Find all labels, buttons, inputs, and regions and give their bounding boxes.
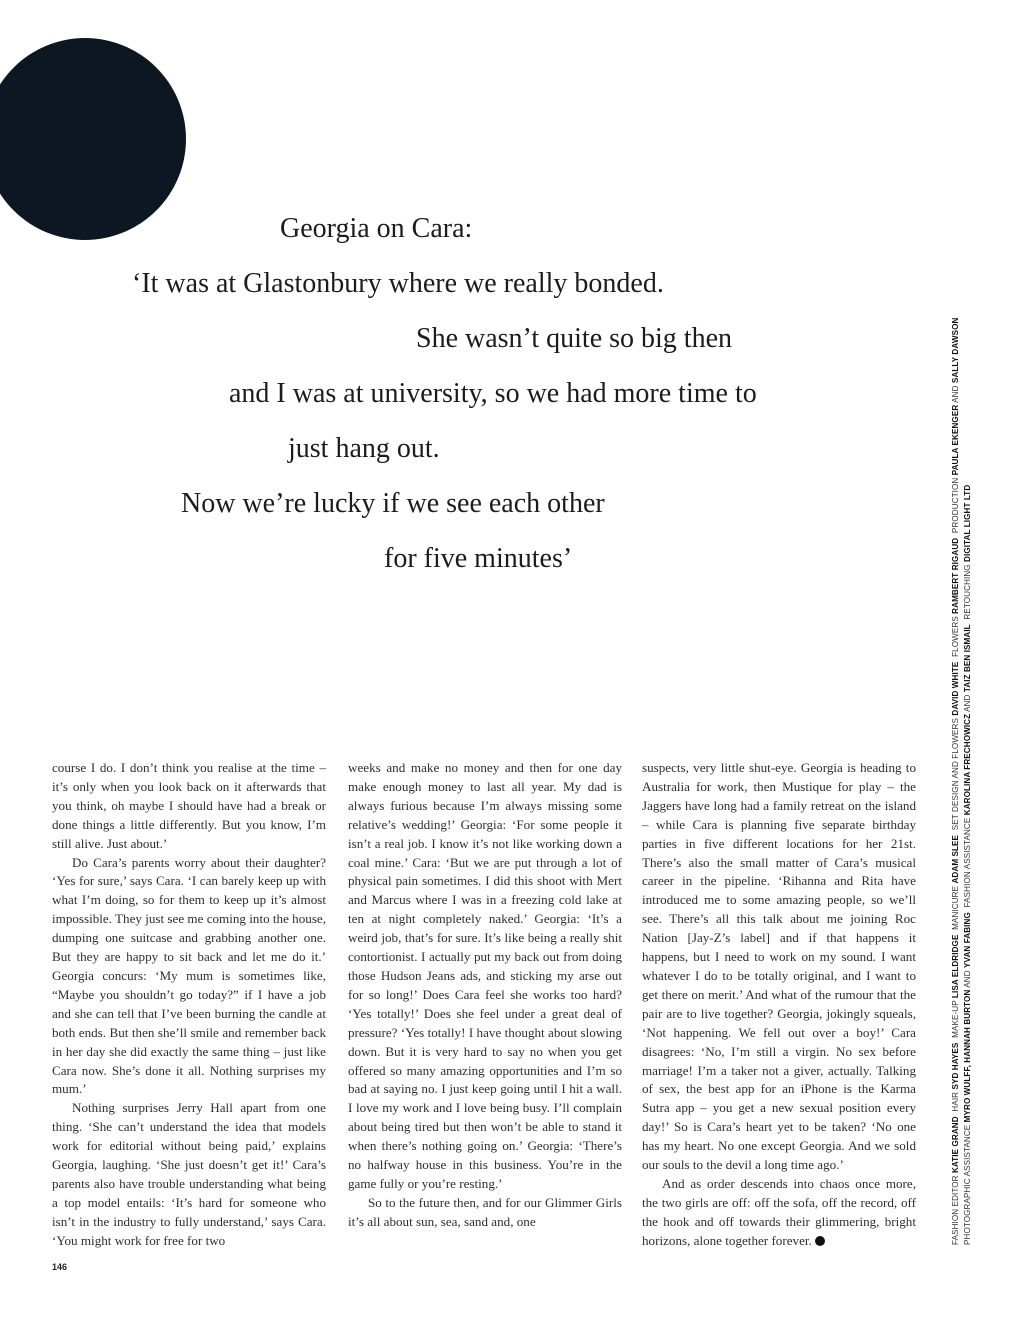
credit-name: SALLY DAWSON [951, 317, 960, 384]
pull-quote-line: Now we’re lucky if we see each other [181, 488, 605, 519]
paragraph: weeks and make no money and then for one day make enough money to last all year. My dad is always furious because I’m always missing some relative’s wedding!’ Georgia: ‘For some people it isn’t a real job. I know it’s not like working down a coal mine.’ Cara: ‘But we are put through a lot of physical pain sometimes. I did this shoot with Mert and Marcus where I was in a freezing cold lake at ten at night completely naked.’ Georgia: ‘It’s a weird job, that’s for sure. It’s like being a really shit contortionist. I actually put my back out from doing those Hudson Jeans ads, and sticking my arse out for so long!’ Does Cara feel she works too hard? ‘Yes totally!’ Does she feel under a great deal of pressure? ‘Yes totally! I have thought about slowing down. But it is very hard to say no when you get offered so many amazing opportunities and I’m so bad at saying no. I just keep going until I hit a wall. I love my work and I love being busy. I’ll complain about being tired but then won’t be able to stand it when there’s nothing going on.’ Georgia: ‘There’s no halfway house in this business. You’re in the game fully or you’re resting.’ [348, 760, 622, 1191]
credit-name: ADAM SLEE [951, 834, 960, 884]
credit-role: RETOUCHING [962, 564, 972, 620]
credits-line-1 [950, 317, 962, 1245]
pull-quote-line: just hang out. [288, 433, 440, 464]
black-circle-graphic [0, 38, 186, 240]
article-body [52, 759, 916, 1259]
credit-role: FASHION EDITOR [951, 1175, 960, 1245]
credit-name: KAROLINA FRECHOWICZ [962, 713, 972, 816]
paragraph: Do Cara’s parents worry about their daughter? ‘Yes for sure,’ says Cara. ‘I can barely keep up with what I’m doing, so for them to keep up it’s almost impossible. They just see me coming into the house, dumping one suitcase and grabbing another one. But they are happy to sit back and let me do it.’ Georgia concurs: ‘My mum is sometimes like, “Maybe you shouldn’t go today?” if I have a job and she can tell that I’ve been burning the candle at both ends. But then she’ll smile and remember back in her day she did exactly the same thing – just like Cara now. She’s done it all. Nothing surprises my mum.’ [52, 854, 326, 1097]
credit-name: MYRO WULFF, HANNAH BURTON [962, 989, 972, 1123]
page-number: 146 [52, 1262, 68, 1272]
credit-role: FASHION ASSISTANCE [962, 817, 972, 908]
credit-name: LISA ELDRIDGE [951, 934, 960, 999]
credit-name: KATIE GRAND [951, 1116, 960, 1174]
paragraph: Nothing surprises Jerry Hall apart from one thing. ‘She can’t understand the idea that models work for editorial without being paid,’ explains Georgia, laughing. ‘She just doesn’t get it!’ Cara’s parents also have trouble understanding what being a top model entails: ‘It’s hard for someone who isn’t in the industry to fully understand,’ says Cara. ‘You might work for free for two [52, 1100, 326, 1248]
credit-role: FLOWERS [951, 616, 960, 657]
credit-name: DIGITAL LIGHT LTD [962, 484, 972, 562]
end-mark-icon [815, 1236, 825, 1246]
credit-name: PAULA EKENGER [951, 404, 960, 476]
credit-role: SET DESIGN AND FLOWERS [951, 717, 960, 831]
credit-role: AND [962, 970, 972, 988]
text-column-1 [52, 759, 326, 1251]
pull-quote-line: ‘It was at Glastonbury where we really bonded. [132, 268, 664, 299]
credit-name: RAMBERT RIGAUD [951, 537, 960, 614]
pull-quote-line: for five minutes’ [384, 543, 573, 574]
credit-name: TAIZ BEN ISMAIL [962, 624, 972, 693]
paragraph: course I do. I don’t think you realise at the time – it’s only when you look back on it afterwards that you think, oh maybe I should have had a break or done things a little differently. But you know, I’m still alive. Just about.’ [52, 760, 326, 851]
paragraph: So to the future then, and for our Glimmer Girls it’s all about sun, sea, sand and, one [348, 1194, 622, 1229]
photo-credits [950, 317, 973, 1245]
credit-name: DAVID WHITE [951, 661, 960, 716]
text-column-2 [348, 759, 622, 1232]
paragraph: suspects, very little shut-eye. Georgia is heading to Australia for work, then Mustique for play – the Jaggers have long had a family retreat on the island – while Cara is planning five separate birthday parties in five different locations for her 21st. There’s also the small matter of Cara’s musical career in the pipeline. ‘Rihanna and Rita have introduced me to some amazing people, so we’ll see. There’s all this talk about me joining Roc Nation [Jay-Z’s label] and if that happens it happens, but I need to work on my sound. I want whatever I do to be totally original, and I want to get there on merit.’ And what of the rumour that the pair are to live together? Georgia, jokingly squeals, ‘Not happening. We fell out over a boy!’ Cara disagrees: ‘No, I’m still a virgin. No sex before marriage! I’m a taker not a giver, actually. Talking of sex, the best app for an iPhone is the Karma Sutra app – you get a new sexual position every day!’ So is Cara’s heart yet to be taken? ‘No one has my heart. No one except Georgia. And we sold our souls to the devil a long time ago.’ [642, 760, 916, 1173]
pull-quote-line: She wasn’t quite so big then [416, 323, 733, 354]
pull-quote-line: and I was at university, so we had more time to [229, 378, 757, 409]
credit-role: PRODUCTION [951, 477, 960, 534]
credit-role: PHOTOGRAPHIC ASSISTANCE [962, 1124, 972, 1245]
credit-role: MANICURE [951, 885, 960, 930]
credit-role: AND [962, 694, 972, 712]
credit-role: HAIR [951, 1091, 960, 1112]
credit-name: SYD HAYES [951, 1042, 960, 1090]
text-column-3 [642, 759, 916, 1251]
pull-quote-line: Georgia on Cara: [280, 213, 473, 244]
credit-role: MAKE-UP [951, 1000, 960, 1038]
paragraph-text: And as order descends into chaos once more, the two girls are off: off the sofa, off the record, off the hook and off towards their glimmering, bright horizons, alone together forever. [642, 1175, 916, 1248]
credit-name: YVAN FABING [962, 912, 972, 968]
credits-line-2 [962, 345, 974, 1245]
credit-role: AND [951, 385, 960, 403]
paragraph-final [642, 1175, 916, 1251]
